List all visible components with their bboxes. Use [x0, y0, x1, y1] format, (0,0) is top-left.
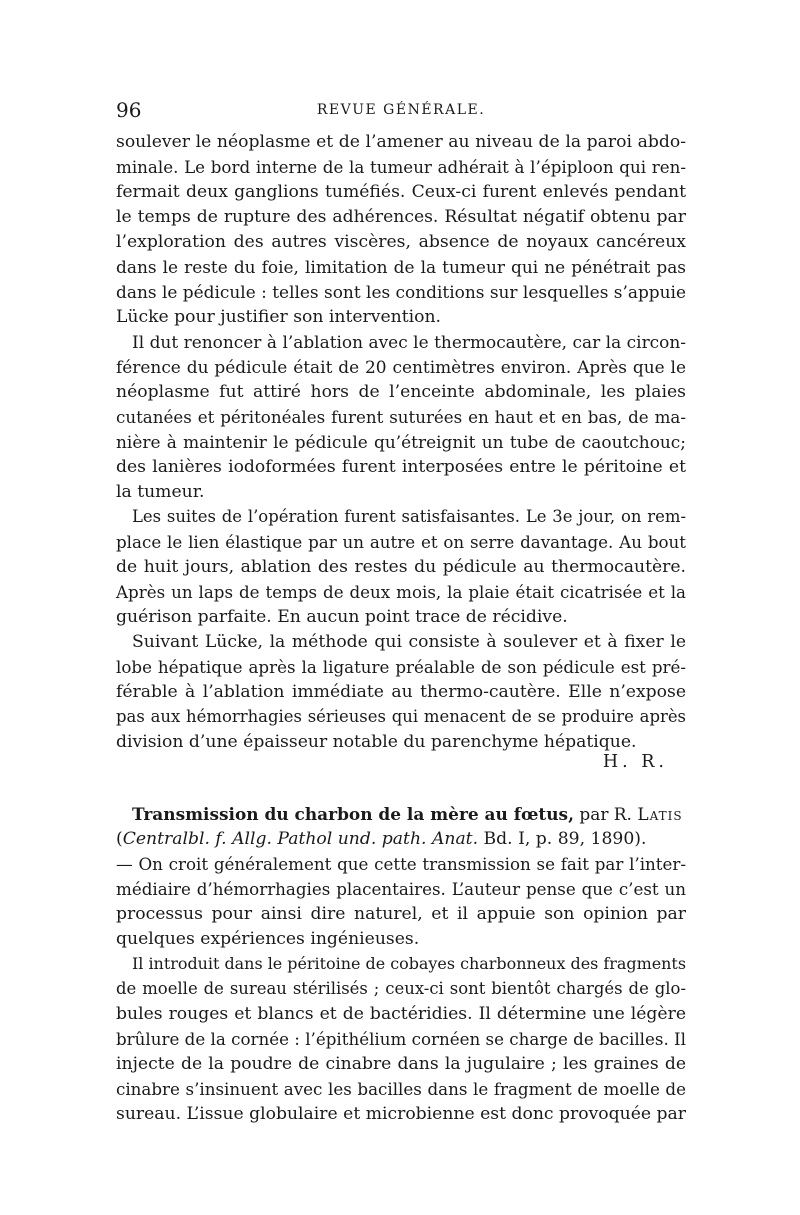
text-line: l’exploration des autres viscères, absence de noyaux cancéreux — [116, 232, 686, 252]
article-heading — [132, 802, 686, 826]
text-line: sureau. L’issue globulaire et microbienne est donc provoquée par — [116, 1104, 686, 1124]
text-line: pas aux hémorrhagies sérieuses qui menacent de se produire après — [116, 707, 686, 726]
text-line: minale. Le bord interne de la tumeur adhérait à l’épiploon qui ren- — [116, 157, 686, 177]
citation-journal: Centralbl. f. Allg. Pathol und. path. Anat. — [122, 829, 479, 849]
text-line: Lücke pour justifier son intervention. — [116, 307, 441, 327]
citation-open: ( — [116, 829, 123, 849]
text-line: néoplasme fut attiré hors de l’enceinte abdominale, les plaies — [116, 382, 686, 402]
text-line: place le lien élastique par un autre et on serre davantage. Au bout — [116, 532, 686, 552]
text-line: lobe hépatique après la ligature préalable de son pédicule est pré- — [116, 657, 686, 677]
text-line: bules rouges et blancs et de bactéridies. Il détermine une légère — [116, 1004, 686, 1024]
text-line: dans le pédicule : telles sont les conditions sur lesquelles s’appuie — [116, 282, 686, 302]
page-number: 96 — [116, 98, 142, 122]
article-citation — [116, 827, 686, 851]
text-line: de moelle de sureau stérilisés ; ceux-ci sont bientôt chargés de glo- — [116, 979, 686, 998]
text-line: quelques expériences ingénieuses. — [116, 929, 420, 949]
text-line: guérison parfaite. En aucun point trace de récidive. — [116, 607, 568, 627]
citation-rest: Bd. I, p. 89, 1890). — [478, 829, 647, 849]
text-line: dans le reste du foie, limitation de la tumeur qui ne pénétrait pas — [116, 257, 686, 277]
article-title: Transmission du charbon de la mère au fœtus, — [132, 804, 574, 824]
text-line: cutanées et péritonéales furent suturées en haut et en bas, de ma- — [116, 407, 686, 427]
text-line: férence du pédicule était de 20 centimètres environ. Après que le — [116, 357, 686, 377]
text-line: injecte de la poudre de cinabre dans la jugulaire ; les graines de — [116, 1054, 686, 1074]
running-head: REVUE GÉNÉRALE. — [316, 102, 486, 118]
text-line: des lanières iodoformées furent interposées entre le péritoine et — [116, 457, 686, 477]
text-line: — On croit généralement que cette transmission se fait par l’inter- — [116, 854, 686, 874]
article-author: Latis — [637, 804, 683, 824]
text-line: processus pour ainsi dire naturel, et il appuie son opinion par — [116, 904, 686, 924]
text-line: Après un laps de temps de deux mois, la plaie était cicatrisée et la — [116, 582, 686, 602]
text-line: médiaire d’hémorrhagies placentaires. L’auteur pense que c’est un — [116, 879, 686, 899]
article-by: par R. — [574, 804, 638, 824]
text-line: férable à l’ablation immédiate au thermo-cautère. Elle n’expose — [116, 682, 686, 702]
text-line: Il dut renoncer à l’ablation avec le thermocautère, car la circon- — [132, 332, 686, 352]
text-line: Il introduit dans le péritoine de cobayes charbonneux des fragments — [132, 954, 686, 973]
text-line: Les suites de l’opération furent satisfaisantes. Le 3e jour, on rem- — [132, 507, 686, 526]
text-line: le temps de rupture des adhérences. Résultat négatif obtenu par — [116, 207, 686, 227]
text-line: division d’une épaisseur notable du parenchyme hépatique. — [116, 732, 637, 752]
page-header — [116, 98, 686, 122]
text-line: de huit jours, ablation des restes du pédicule au thermocautère. — [116, 557, 686, 577]
text-line: cinabre s’insinuent avec les bacilles dans le fragment de moelle de — [116, 1079, 686, 1099]
text-line: la tumeur. — [116, 482, 205, 502]
text-line: Suivant Lücke, la méthode qui consiste à soulever et à fixer le — [132, 632, 686, 652]
text-line: soulever le néoplasme et de l’amener au niveau de la paroi abdo- — [116, 132, 686, 152]
author-signature: H. R. — [602, 752, 668, 772]
text-line: brûlure de la cornée : l’épithélium cornéen se charge de bacilles. Il — [116, 1029, 686, 1049]
text-line: nière à maintenir le pédicule qu’étreignit un tube de caoutchouc; — [116, 432, 686, 452]
text-line: fermait deux ganglions tuméfiés. Ceux-ci furent enlevés pendant — [116, 182, 686, 202]
